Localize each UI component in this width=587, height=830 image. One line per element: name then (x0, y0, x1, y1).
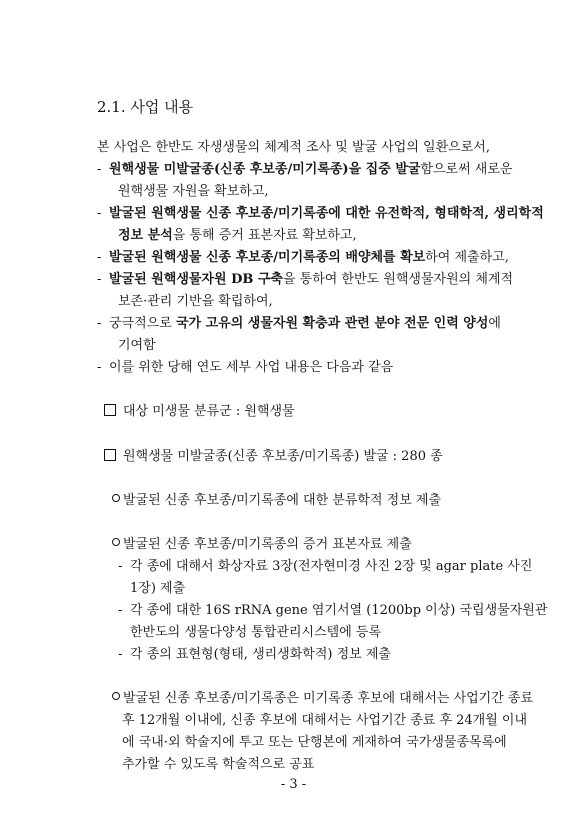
bullet-marker: - (97, 162, 102, 177)
bullet-2-line-2-rest: 을 통해 증거 표본자료 확보하고, (172, 228, 357, 243)
bullet-4-bold: 발굴된 원핵생물자원 DB 구축 (109, 272, 283, 287)
sub-item-3 (118, 647, 391, 663)
bullet-5 (97, 316, 501, 332)
sub-item-3-text: 각 종의 표현형(형태, 생리생화학적) 정보 제출 (130, 647, 391, 662)
bullet-4-line-2: 보존·관리 기반을 확립하여, (118, 294, 273, 309)
bullet-1-rest: 함으로써 새로운 (420, 162, 513, 177)
sub-item-2 (118, 603, 547, 619)
bullet-5-line-2: 기여함 (118, 338, 156, 353)
bullet-marker: - (97, 316, 102, 331)
bullet-4-rest: 을 통하여 한반도 원핵생물자원의 체계적 (282, 272, 513, 287)
bullet-marker: - (97, 206, 102, 221)
bullet-2 (97, 206, 544, 222)
circle-item-2 (112, 537, 412, 553)
bullet-1-bold: 원핵생물 미발굴종(신종 후보종/미기록종)을 집중 발굴 (109, 162, 421, 177)
bullet-marker: - (97, 272, 102, 287)
sub-item-1 (118, 559, 532, 575)
bullet-3-bold: 발굴된 원핵생물 신종 후보종/미기록종의 배양체를 확보 (109, 250, 426, 265)
box-item-2 (104, 449, 443, 465)
sub-item-2-line-2: 한반도의 생물다양성 통합관리시스템에 등록 (130, 625, 381, 640)
bullet-5-pre: 궁극적으로 (109, 316, 176, 331)
box-item-1 (104, 404, 295, 420)
circle-bullet-icon (112, 692, 120, 700)
sub-item-1-line-2: 1장) 제출 (130, 581, 186, 596)
bullet-1-line-2: 원핵생물 자원을 확보하고, (118, 184, 269, 199)
bullet-marker: - (97, 250, 102, 265)
box-item-1-text: 대상 미생물 분류군 : 원핵생물 (123, 404, 295, 419)
circle-item-1-text: 발굴된 신종 후보종/미기록종에 대한 분류학적 정보 제출 (123, 493, 442, 508)
bullet-5-bold: 국가 고유의 생물자원 확충과 관련 분야 전문 인력 양성 (175, 316, 489, 331)
square-bullet-icon (104, 449, 116, 461)
bullet-2-line-2 (118, 228, 357, 244)
box-item-2-text: 원핵생물 미발굴종(신종 후보종/미기록종) 발굴 : 280 종 (123, 449, 443, 464)
bullet-4 (97, 272, 513, 288)
bullet-marker: - (118, 559, 123, 574)
circle-item-3-line-4: 추가할 수 있도록 학술적으로 공표 (122, 757, 315, 772)
bullet-3 (97, 250, 509, 266)
bullet-2-bold: 발굴된 원핵생물 신종 후보종/미기록종에 대한 유전학적, 형태학적, 생리학적 (109, 206, 544, 221)
circle-item-3-line-3: 에 국내·외 학술지에 투고 또는 단행본에 게재하여 국가생물종목록에 (122, 735, 507, 750)
bullet-2-line-2-bold: 정보 분석 (118, 228, 173, 243)
bullet-6 (97, 360, 393, 376)
sub-item-1-text: 각 종에 대해서 화상자료 3장(전자현미경 사진 2장 및 agar plate 사진 (130, 559, 533, 574)
bullet-6-text: 이를 위한 당해 연도 세부 사업 내용은 다음과 같음 (109, 360, 394, 375)
bullet-marker: - (118, 647, 123, 662)
bullet-5-rest: 에 (488, 316, 501, 331)
intro-text: 본 사업은 한반도 자생생물의 체계적 조사 및 발굴 사업의 일환으로서, (97, 140, 490, 155)
circle-item-1 (112, 493, 441, 509)
circle-bullet-icon (112, 538, 120, 546)
circle-item-2-text: 발굴된 신종 후보종/미기록종의 증거 표본자료 제출 (123, 537, 412, 552)
circle-item-3 (112, 691, 533, 707)
page-number: - 3 - (280, 777, 307, 792)
sub-item-2-text: 각 종에 대한 16S rRNA gene 염기서열 (1200bp 이상) 국립생물자원관 (130, 603, 548, 618)
circle-item-3-line-1: 발굴된 신종 후보종/미기록종은 미기록종 후보에 대해서는 사업기간 종료 (123, 691, 534, 706)
bullet-marker: - (118, 603, 123, 618)
circle-item-3-line-2: 후 12개월 이내에, 신종 후보에 대해서는 사업기간 종료 후 24개월 이내 (122, 713, 528, 728)
circle-bullet-icon (112, 494, 120, 502)
bullet-marker: - (97, 360, 102, 375)
section-heading: 2.1. 사업 내용 (97, 98, 194, 116)
square-bullet-icon (104, 404, 116, 416)
bullet-1 (97, 162, 512, 178)
bullet-3-rest: 하여 제출하고, (425, 250, 509, 265)
